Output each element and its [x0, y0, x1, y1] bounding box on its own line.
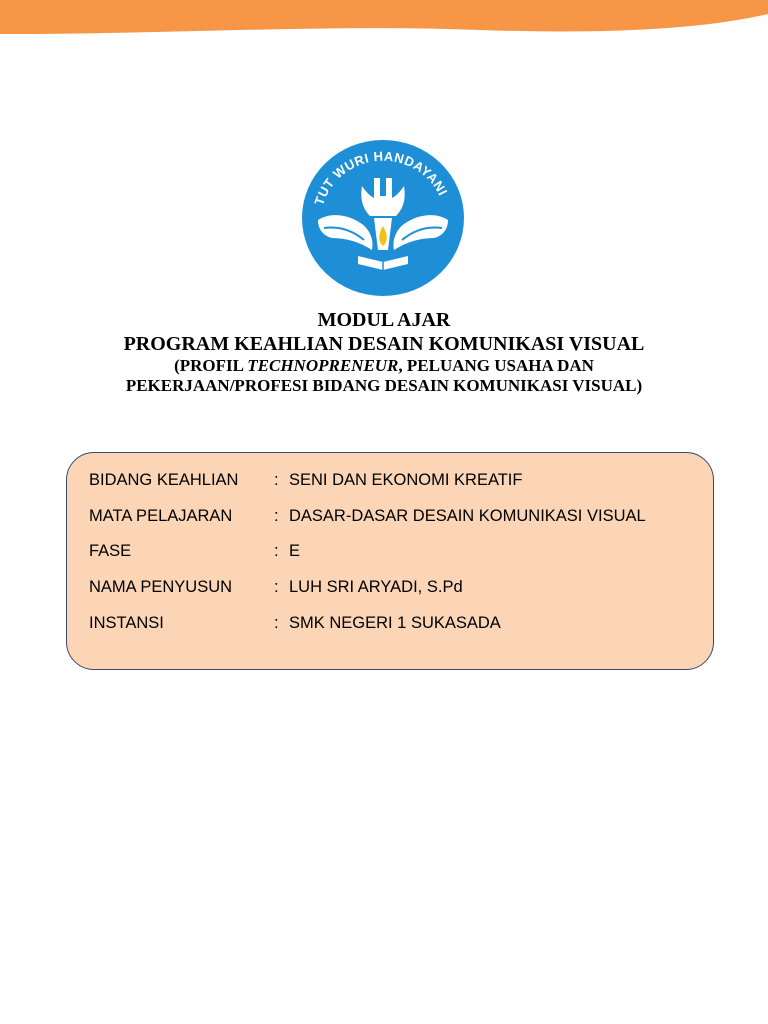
info-label: INSTANSI — [89, 614, 164, 632]
title-line-3-italic: TECHNOPRENEUR — [247, 356, 399, 375]
info-colon: : — [274, 507, 279, 525]
info-value: DASAR-DASAR DESAIN KOMUNIKASI VISUAL — [289, 507, 646, 525]
info-colon: : — [274, 614, 279, 632]
info-label: BIDANG KEAHLIAN — [89, 471, 239, 489]
info-label: FASE — [89, 542, 132, 560]
info-colon: : — [274, 578, 279, 596]
info-value: LUH SRI ARYADI, S.Pd — [289, 578, 463, 596]
tut-wuri-handayani-logo — [300, 138, 466, 298]
title-line-1: MODUL AJAR — [317, 309, 451, 331]
info-colon: : — [274, 471, 279, 489]
info-value: E — [289, 542, 301, 560]
info-box — [66, 452, 714, 670]
info-label: MATA PELAJARAN — [89, 507, 233, 525]
document-title-block — [0, 308, 768, 396]
title-line-3-suffix: , PELUANG USAHA DAN — [398, 356, 594, 375]
info-value: SMK NEGERI 1 SUKASADA — [289, 614, 501, 632]
title-line-4: PEKERJAAN/PROFESI BIDANG DESAIN KOMUNIKASI VISUAL) — [125, 376, 643, 395]
info-value: SENI DAN EKONOMI KREATIF — [289, 471, 523, 489]
title-line-3 — [0, 356, 768, 376]
info-label: NAMA PENYUSUN — [89, 578, 233, 596]
title-line-2: PROGRAM KEAHLIAN DESAIN KOMUNIKASI VISUAL — [123, 333, 645, 355]
svg-text:TUT WURI HANDAYANI: TUT WURI HANDAYANI — [311, 148, 451, 208]
title-line-3-prefix: (PROFIL — [174, 356, 248, 375]
info-colon: : — [274, 542, 279, 560]
header-wave — [0, 0, 768, 50]
